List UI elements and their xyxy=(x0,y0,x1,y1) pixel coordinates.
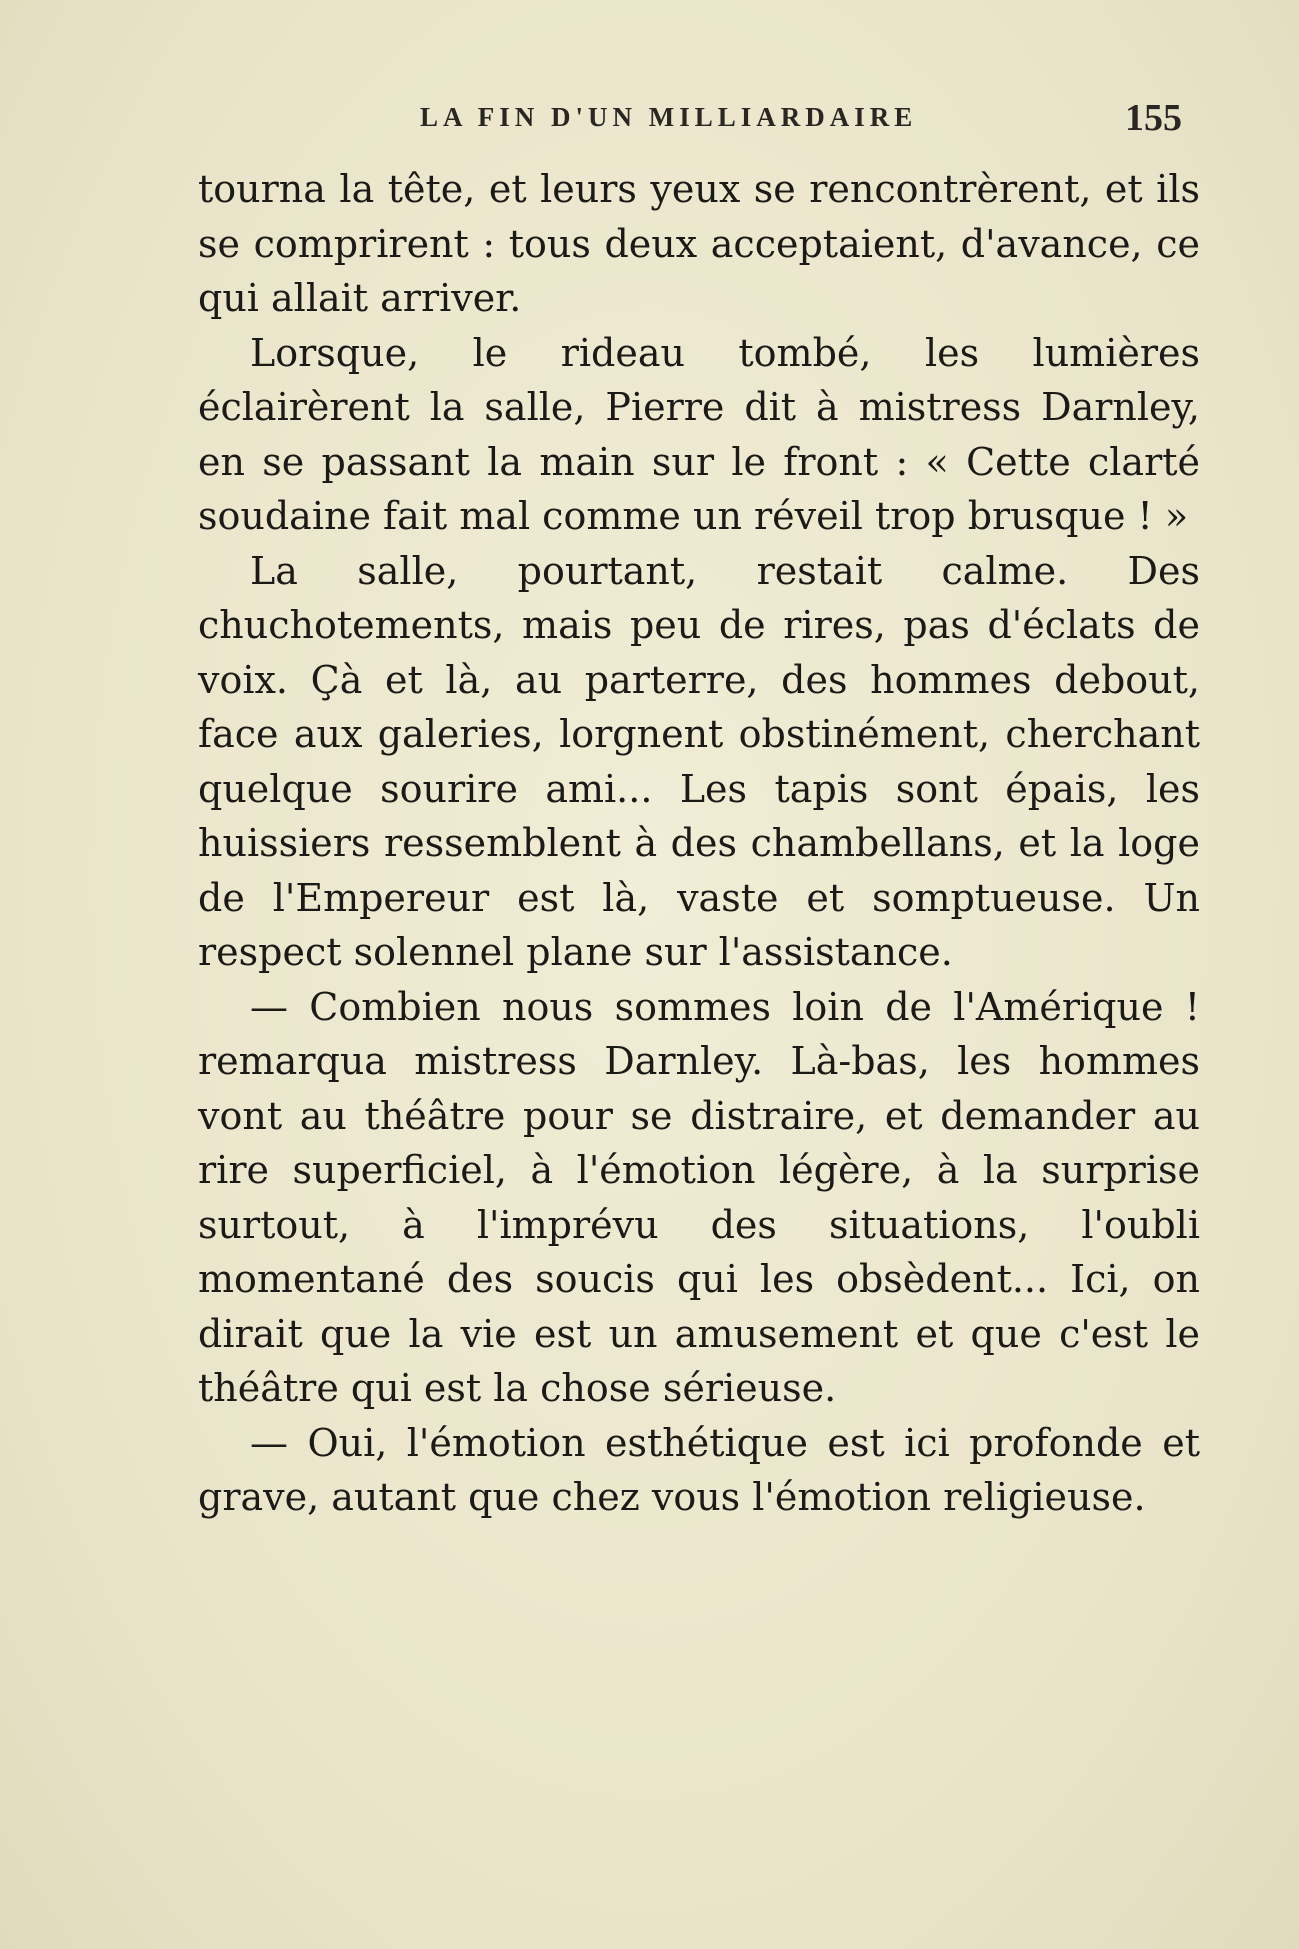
page-number: 155 xyxy=(1125,97,1182,139)
running-head xyxy=(420,96,1182,144)
paragraph: — Combien nous sommes loin de l'Amérique ! remarqua mistress Darnley. Là-bas, les hommes vont au théâtre pour se distraire, et demander au rire superficiel, à l'émotion légère, à la surprise surtout, à l'imprévu des situations, l'oubli momentané des soucis qui les obsèdent... Ici, on dirait que la vie est un amusement et que c'est le théâtre qui est la chose sérieuse. xyxy=(198,984,1200,1410)
paragraph: — Oui, l'émotion esthétique est ici profonde et grave, autant que chez vous l'émotion religieuse. xyxy=(198,1420,1200,1519)
paragraph: tourna la tête, et leurs yeux se rencontrèrent, et ils se comprirent : tous deux acceptaient, d'avance, ce qui allait arriver. xyxy=(198,167,1200,320)
paragraph: Lorsque, le rideau tombé, les lumières éclairèrent la salle, Pierre dit à mistress Darnley, en se passant la main sur le front : « Cette clarté soudaine fait mal comme un réveil trop brusque ! » xyxy=(198,330,1200,538)
body-text xyxy=(198,162,1200,1525)
paragraph: La salle, pourtant, restait calme. Des chuchotements, mais peu de rires, pas d'éclats de voix. Çà et là, au parterre, des hommes debout, face aux galeries, lorgnent obstinément, cherchant quelque sourire ami... Les tapis sont épais, les huissiers ressemblent à des chambellans, et la loge de l'Empereur est là, vaste et somptueuse. Un respect solennel plane sur l'assistance. xyxy=(198,548,1200,974)
running-title: LA FIN D'UN MILLIARDAIRE xyxy=(420,102,918,132)
